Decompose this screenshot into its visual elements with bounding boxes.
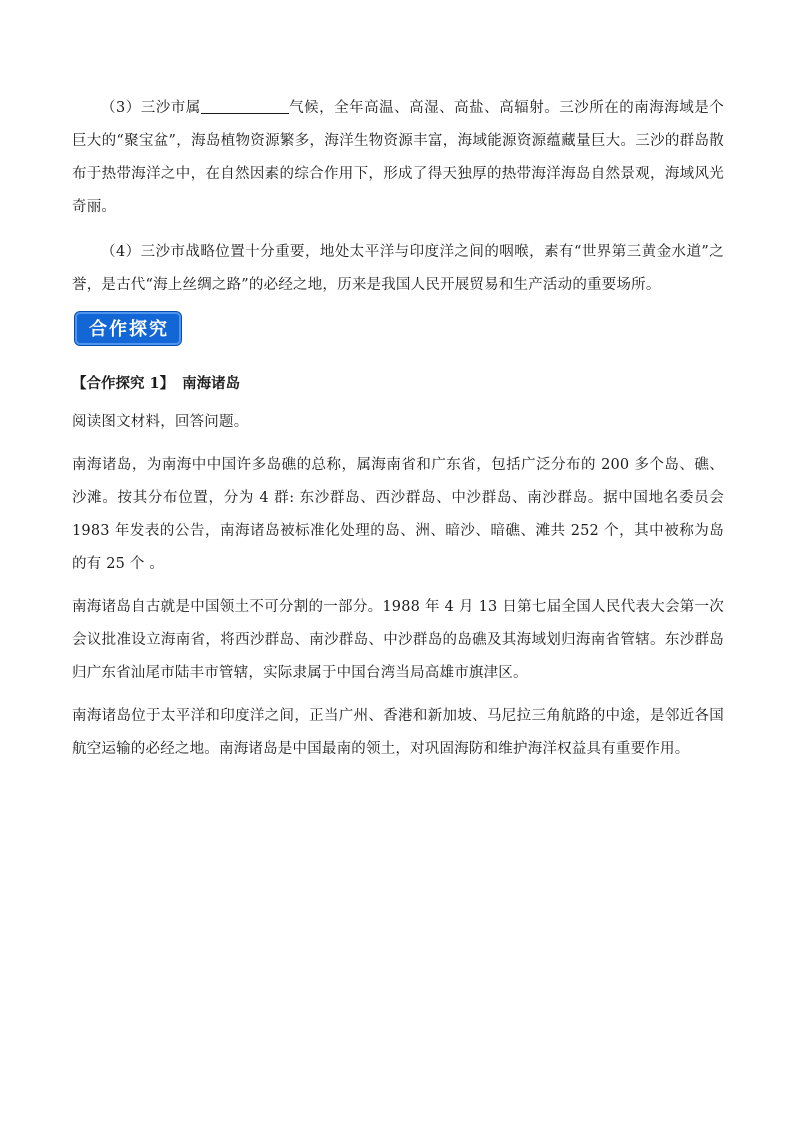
instruction-text: 阅读图文材料，回答问题。 <box>72 414 249 430</box>
question-3-paragraph <box>72 92 724 224</box>
section-heading-title: 南海诸岛 <box>182 375 241 392</box>
document-page <box>72 92 724 766</box>
question-3-prefix: （3）三沙市属 <box>101 100 201 116</box>
question-4-paragraph: （4）三沙市战略位置十分重要，地处太平洋与印度洋之间的咽喉，素有“世界第三黄金水道”之誉，是古代“海上丝绸之路”的必经之地，历来是我国人民开展贸易和生产活动的重要场所。 <box>72 244 724 293</box>
question-3-text: 气候，全年高温、高湿、高盐、高辐射。三沙所在的南海海域是个巨大的“聚宝盆”，海岛植物资源繁多，海洋生物资源丰富，海域能源资源蕴藏量巨大。三沙的群岛散布于热带海洋之中，在自然因素的综合作用下，形成了得天独厚的热带海洋海岛自然景观，海域风光奇丽。 <box>72 100 724 215</box>
material-paragraph-1: 南海诸岛，为南海中中国许多岛礁的总称，属海南省和广东省，包括广泛分布的 200 多个岛、礁、沙滩。按其分布位置，分为 4 群: 东沙群岛、西沙群岛、中沙群岛、南沙群岛。据中国地名委员会 1983 年发表的公告，南海诸岛被标准化处理的岛、洲、暗沙、暗礁、滩共 252 个，其中被称为岛的有 25 个 。 <box>72 457 724 572</box>
section-heading <box>72 367 724 400</box>
material-paragraph-3: 南海诸岛位于太平洋和印度洋之间，正当广州、香港和新加坡、马尼拉三角航路的中途，是邻近各国航空运输的必经之地。南海诸岛是中国最南的领土，对巩固海防和维护海洋权益具有重要作用。 <box>72 708 724 757</box>
section-badge: 合作探究 <box>75 312 181 345</box>
answer-blank[interactable] <box>201 97 289 114</box>
section-heading-label: 【合作探究 1】 <box>72 375 175 392</box>
material-paragraph-2: 南海诸岛自古就是中国领土不可分割的一部分。1988 年 4 月 13 日第七届全国人民代表大会第一次会议批准设立海南省，将西沙群岛、南沙群岛、中沙群岛的岛礁及其海域划归海南省管辖。东沙群岛归广东省汕尾市陆丰市管辖，实际隶属于中国台湾当局高雄市旗津区。 <box>72 599 724 681</box>
